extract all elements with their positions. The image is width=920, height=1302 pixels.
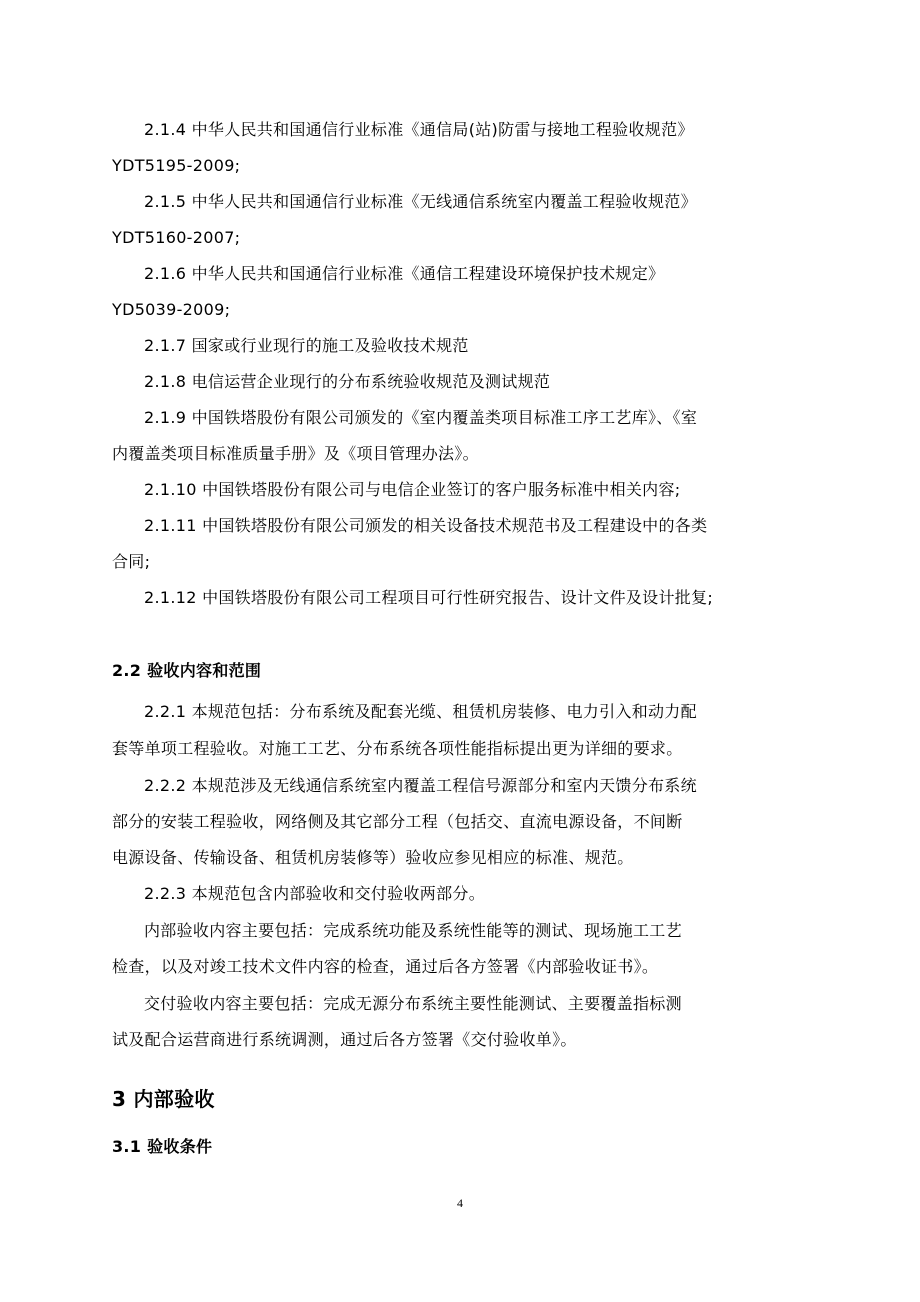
clause-2-2-2: 2.2.2 本规范涉及无线通信系统室内覆盖工程信号源部分和室内天馈分布系统 (144, 776, 697, 795)
clause-2-1-6: 2.1.6 中华人民共和国通信行业标准《通信工程建设环境保护技术规定》 (144, 264, 665, 283)
clause-2-2-2-cont-1: 部分的安装工程验收，网络侧及其它部分工程（包括交、直流电源设备，不间断 (112, 812, 683, 831)
clause-2-1-10: 2.1.10 中国铁塔股份有限公司与电信企业签订的客户服务标准中相关内容; (144, 480, 681, 499)
clause-2-1-9: 2.1.9 中国铁塔股份有限公司颁发的《室内覆盖类项目标准工序工艺库》、《室 (144, 408, 698, 427)
clause-2-1-6-cont: YD5039-2009; (112, 300, 231, 319)
clause-2-1-4-cont: YDT5195-2009; (112, 156, 241, 175)
clause-2-2-2-cont-2: 电源设备、传输设备、租赁机房装修等）验收应参见相应的标准、规范。 (112, 848, 634, 867)
clause-2-1-5: 2.1.5 中华人民共和国通信行业标准《无线通信系统室内覆盖工程验收规范》 (144, 192, 697, 211)
clause-2-1-5-cont: YDT5160-2007; (112, 228, 241, 247)
internal-acceptance-paragraph: 内部验收内容主要包括：完成系统功能及系统性能等的测试、现场施工工艺 (144, 921, 682, 940)
delivery-acceptance-paragraph-cont: 试及配合运营商进行系统调测，通过后各方签署《交付验收单》。 (112, 1030, 577, 1049)
clause-2-2-1-cont: 套等单项工程验收。对施工工艺、分布系统各项性能指标提出更为详细的要求。 (112, 739, 683, 758)
section-2-2-heading: 2.2 验收内容和范围 (112, 661, 262, 680)
clause-2-1-11: 2.1.11 中国铁塔股份有限公司颁发的相关设备技术规范书及工程建设中的各类 (144, 516, 708, 535)
clause-2-2-1: 2.2.1 本规范包括：分布系统及配套光缆、租赁机房装修、电力引入和动力配 (144, 702, 697, 721)
internal-acceptance-paragraph-cont: 检查，以及对竣工技术文件内容的检查，通过后各方签署《内部验收证书》。 (112, 957, 659, 976)
clause-2-1-8: 2.1.8 电信运营企业现行的分布系统验收规范及测试规范 (144, 372, 551, 391)
clause-2-1-7: 2.1.7 国家或行业现行的施工及验收技术规范 (144, 336, 469, 355)
clause-2-1-11-cont: 合同; (112, 552, 151, 571)
chapter-3-heading: 3 内部验收 (112, 1087, 215, 1111)
delivery-acceptance-paragraph: 交付验收内容主要包括：完成无源分布系统主要性能测试、主要覆盖指标测 (144, 994, 682, 1013)
page-number: 4 (457, 1196, 463, 1210)
clause-2-1-4: 2.1.4 中华人民共和国通信行业标准《通信局(站)防雷与接地工程验收规范》 (144, 120, 694, 139)
clause-2-1-12: 2.1.12 中国铁塔股份有限公司工程项目可行性研究报告、设计文件及设计批复; (144, 588, 714, 607)
clause-2-1-9-cont: 内覆盖类项目标准质量手册》及《项目管理办法》。 (112, 444, 479, 463)
clause-2-2-3: 2.2.3 本规范包含内部验收和交付验收两部分。 (144, 884, 485, 903)
section-3-1-heading: 3.1 验收条件 (112, 1137, 213, 1156)
